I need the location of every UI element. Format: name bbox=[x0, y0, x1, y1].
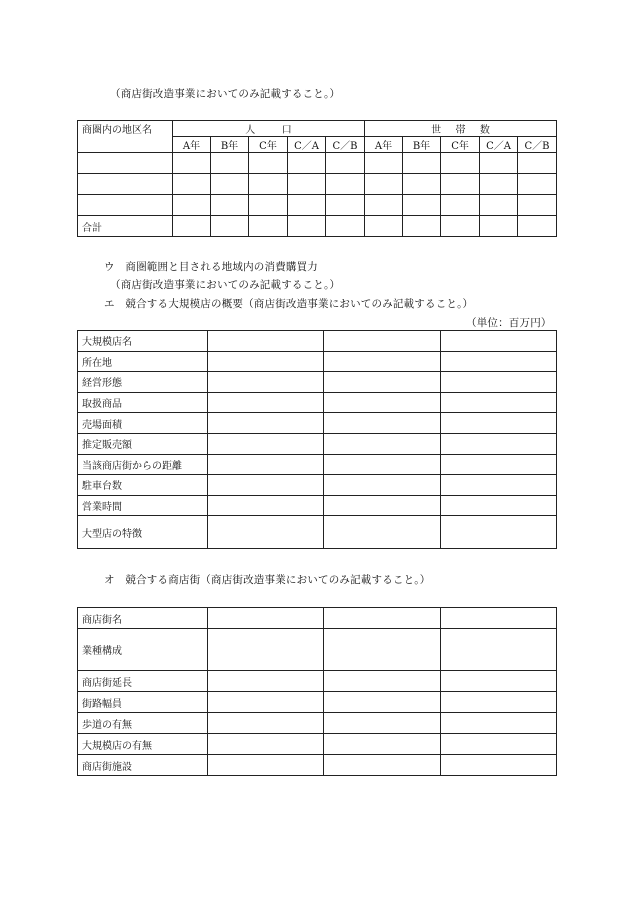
table-row bbox=[78, 454, 557, 475]
table-row bbox=[78, 734, 557, 755]
table-row bbox=[78, 413, 557, 434]
row-label: 取扱商品 bbox=[78, 392, 208, 413]
row-label: 商店街名 bbox=[78, 608, 208, 629]
sub-header: C／A bbox=[288, 137, 326, 153]
sub-header: B年 bbox=[211, 137, 249, 153]
competing-shopping-street-table bbox=[77, 607, 557, 776]
table-row bbox=[78, 692, 557, 713]
table-row bbox=[78, 629, 557, 671]
table-row bbox=[78, 608, 557, 629]
table-row bbox=[78, 516, 557, 549]
table-row bbox=[78, 153, 557, 174]
row-label: 営業時間 bbox=[78, 495, 208, 516]
sub-header: A年 bbox=[173, 137, 211, 153]
population-char: 口 bbox=[281, 125, 292, 136]
table-row bbox=[78, 331, 557, 352]
sub-header: C／B bbox=[518, 137, 557, 153]
row-label: 当該商店街からの距離 bbox=[78, 454, 208, 475]
row-label: 街路幅員 bbox=[78, 692, 208, 713]
households-char: 帯 bbox=[455, 125, 466, 136]
total-label: 合計 bbox=[78, 216, 173, 237]
table-row bbox=[78, 671, 557, 692]
population-header bbox=[173, 121, 365, 137]
section-e-heading: エ 競合する大規模店の概要（商店街改造事業においてのみ記載すること。） bbox=[104, 298, 474, 310]
section-u-note: （商店街改造事業においてのみ記載すること。） bbox=[110, 279, 341, 291]
sub-header: C年 bbox=[249, 137, 288, 153]
sub-header: B年 bbox=[403, 137, 441, 153]
trade-area-table bbox=[77, 120, 557, 237]
row-label: 大型店の特徴 bbox=[78, 516, 208, 549]
row-label: 商店街施設 bbox=[78, 755, 208, 776]
row-label: 売場面積 bbox=[78, 413, 208, 434]
table-row bbox=[78, 392, 557, 413]
note-line-1: （商店街改造事業においてのみ記載すること。） bbox=[110, 88, 341, 100]
row-label: 推定販売額 bbox=[78, 433, 208, 454]
sub-header: C年 bbox=[441, 137, 480, 153]
table-row bbox=[78, 351, 557, 372]
sub-header: C／A bbox=[480, 137, 518, 153]
table-row bbox=[78, 713, 557, 734]
households-char: 数 bbox=[479, 125, 490, 136]
row-label: 所在地 bbox=[78, 351, 208, 372]
total-row bbox=[78, 216, 557, 237]
sub-header: A年 bbox=[365, 137, 403, 153]
table-row bbox=[78, 174, 557, 195]
table-row bbox=[78, 433, 557, 454]
table-row bbox=[78, 495, 557, 516]
row-label: 駐車台数 bbox=[78, 475, 208, 496]
row-label: 経営形態 bbox=[78, 372, 208, 393]
row-label: 大規模店の有無 bbox=[78, 734, 208, 755]
row-label: 歩道の有無 bbox=[78, 713, 208, 734]
table-row bbox=[78, 372, 557, 393]
table-row bbox=[78, 195, 557, 216]
population-char: 人 bbox=[245, 125, 256, 136]
row-label: 大規模店名 bbox=[78, 331, 208, 352]
table-row bbox=[78, 755, 557, 776]
households-header bbox=[365, 121, 557, 137]
section-u-heading: ウ 商圏範囲と目される地域内の消費購買力 bbox=[104, 261, 318, 273]
area-name-header: 商圏内の地区名 bbox=[78, 121, 173, 153]
table-row bbox=[78, 475, 557, 496]
section-o-heading: オ 競合する商店街（商店街改造事業においてのみ記載すること。） bbox=[104, 574, 431, 586]
large-store-table bbox=[77, 330, 557, 549]
unit-label: （単位：百万円） bbox=[466, 317, 552, 329]
sub-header: C／B bbox=[326, 137, 365, 153]
row-label: 業種構成 bbox=[78, 629, 208, 671]
row-label: 商店街延長 bbox=[78, 671, 208, 692]
households-char: 世 bbox=[431, 125, 442, 136]
